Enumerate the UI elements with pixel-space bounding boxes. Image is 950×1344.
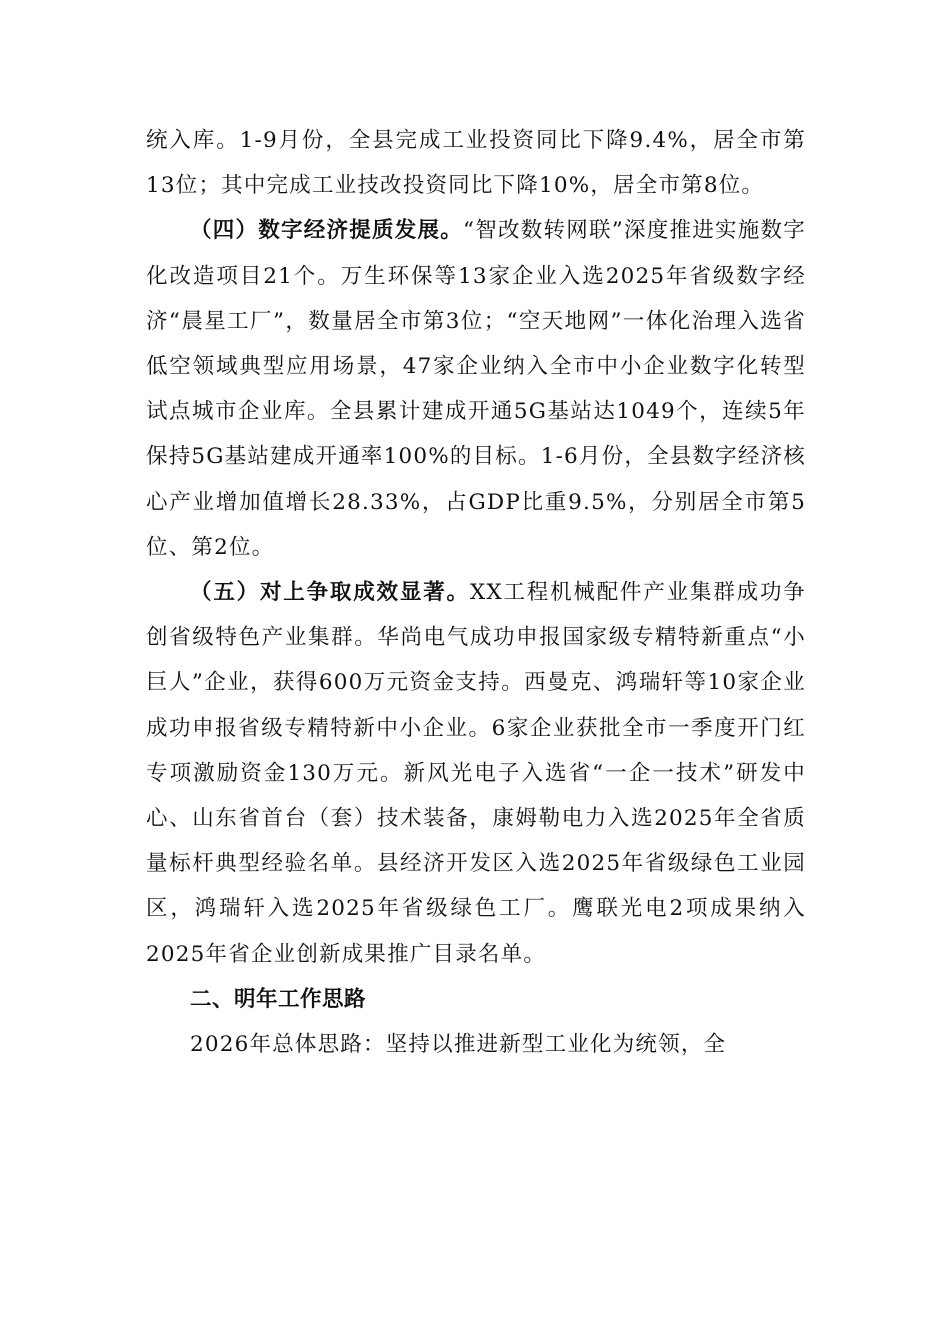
paragraph-lead-heading: （四）数字经济提质发展。 bbox=[190, 218, 464, 244]
paragraph-lead-heading: （五）对上争取成效显著。 bbox=[190, 580, 470, 606]
document-page bbox=[146, 118, 806, 1067]
paragraph-text: 2026年总体思路：坚持以推进新型工业化为统领，全 bbox=[190, 1032, 727, 1058]
paragraph-text: XX工程机械配件产业集群成功争创省级特色产业集群。华尚电气成功申报国家级专精特新重点“小巨人”企业，获得600万元资金支持。西曼克、鸿瑞轩等10家企业成功申报省级专精特新中小企业。6家企业获批全市一季度开门红专项激励资金130万元。新风光电子入选省“一企一技术”研发中心、山东省首台（套）技术装备，康姆勒电力入选2025年全省质量标杆典型经验名单。县经济开发区入选2025年省级绿色工业园区，鸿瑞轩入选2025年省级绿色工厂。鹰联光电2项成果纳入2025年省企业创新成果推广目录名单。 bbox=[146, 580, 806, 967]
paragraph-text: “智改数转网联”深度推进实施数字化改造项目21个。万生环保等13家企业入选2025年省级数字经济“晨星工厂”，数量居全市第3位；“空天地网”一体化治理入选省低空领域典型应用场景，47家企业纳入全市中小企业数字化转型试点城市企业库。全县累计建成开通5G基站达1049个，连续5年保持5G基站建成开通率100%的目标。1-6月份，全县数字经济核心产业增加值增长28.33%，占GDP比重9.5%，分别居全市第5位、第2位。 bbox=[146, 218, 806, 560]
paragraph-digital-economy bbox=[146, 208, 806, 570]
paragraph-2026-plan bbox=[146, 1022, 806, 1067]
paragraph-funding-success bbox=[146, 570, 806, 977]
paragraph-text: 统入库。1-9月份，全县完成工业投资同比下降9.4%，居全市第13位；其中完成工业技改投资同比下降10%，居全市第8位。 bbox=[146, 128, 806, 199]
paragraph-investment-continued bbox=[146, 118, 806, 208]
section-heading: 二、明年工作思路 bbox=[190, 986, 367, 1012]
